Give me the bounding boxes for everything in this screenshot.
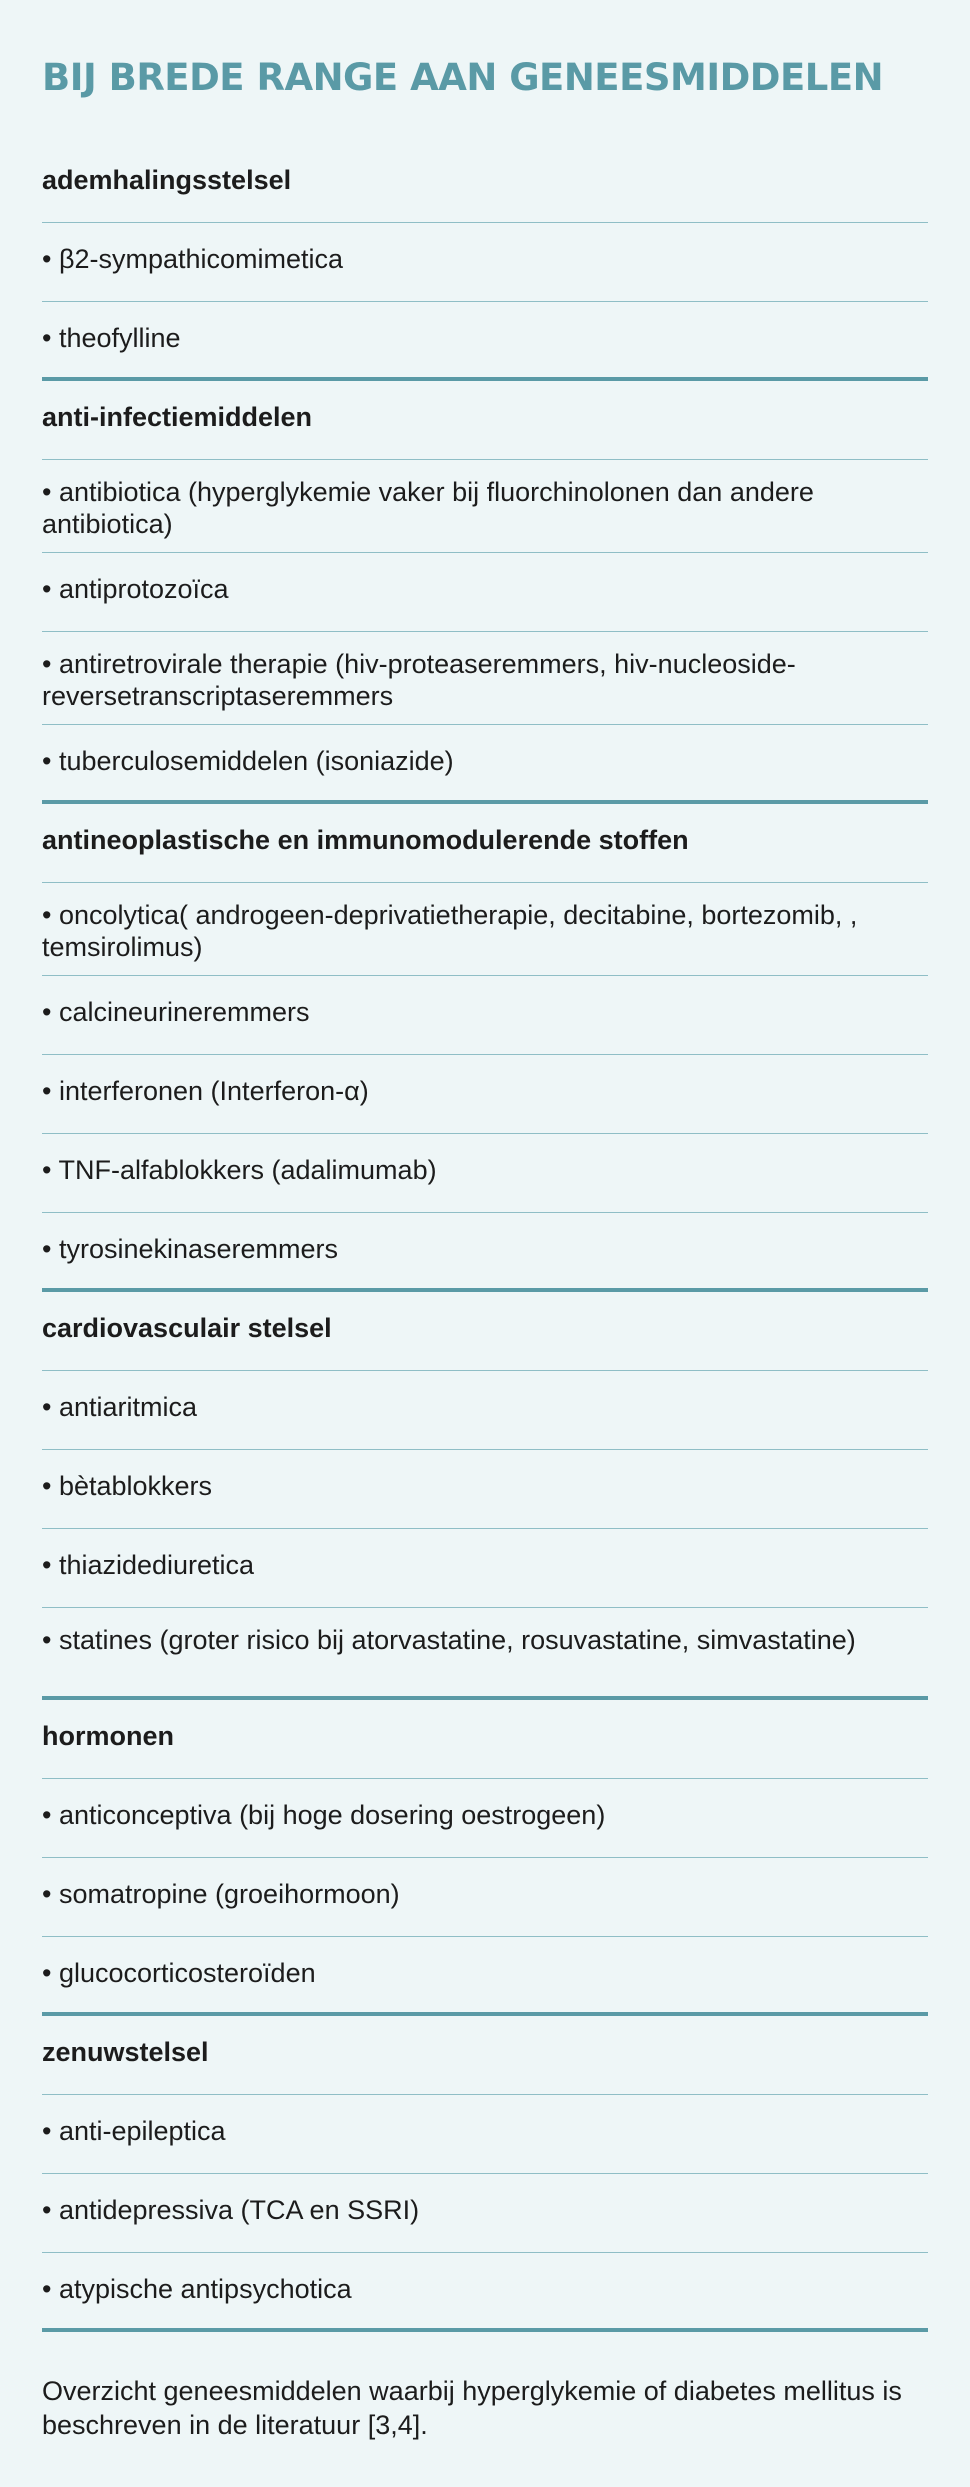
list-item: • antibiotica (hyperglykemie vaker bij fluorchinolonen dan andere antibiotica) [42,460,928,553]
section-heading: hormonen [42,1700,928,1779]
section-heading: ademhalingsstelsel [42,144,928,223]
list-item: • antiretrovirale therapie (hiv-proteaseremmers, hiv-nucleoside-reversetranscriptaseremmers [42,632,928,725]
list-item: • statines (groter risico bij atorvastatine, rosuvastatine, simvastatine) [42,1608,928,1700]
list-item: • tuberculosemiddelen (isoniazide) [42,725,928,804]
list-item: • oncolytica( androgeen-deprivatietherapie, decitabine, bortezomib, , temsirolimus) [42,883,928,976]
list-item: • somatropine (groeihormoon) [42,1858,928,1937]
footnote-caption: Overzicht geneesmiddelen waarbij hyperglykemie of diabetes mellitus is beschreven in de literatuur [3,4]. [42,2376,902,2440]
list-item: • TNF-alfablokkers (adalimumab) [42,1134,928,1213]
section-antineoplastische [42,804,928,1292]
list-item: • β2-sympathicomimetica [42,223,928,302]
page-title: BIJ BREDE RANGE AAN GENEESMIDDELEN [42,56,884,99]
section-ademhalingsstelsel [42,144,928,381]
list-item: • calcineurineremmers [42,976,928,1055]
section-zenuwstelsel [42,2016,928,2332]
list-item: • anti-epileptica [42,2095,928,2174]
list-item: • anticonceptiva (bij hoge dosering oestrogeen) [42,1779,928,1858]
section-heading: anti-infectiemiddelen [42,381,928,460]
section-heading: cardiovasculair stelsel [42,1292,928,1371]
list-item: • bètablokkers [42,1450,928,1529]
list-item: • antidepressiva (TCA en SSRI) [42,2174,928,2253]
section-hormonen [42,1700,928,2016]
list-item: • glucocorticosteroïden [42,1937,928,2016]
section-heading: antineoplastische en immunomodulerende stoffen [42,804,928,883]
list-item: • theofylline [42,302,928,381]
list-item: • thiazidediuretica [42,1529,928,1608]
section-heading: zenuwstelsel [42,2016,928,2095]
section-anti-infectiemiddelen [42,381,928,804]
list-item: • antiprotozoïca [42,553,928,632]
list-item: • interferonen (Interferon-α) [42,1055,928,1134]
list-item: • atypische antipsychotica [42,2253,928,2332]
list-item: • tyrosinekinaseremmers [42,1213,928,1292]
section-cardiovasculair [42,1292,928,1700]
list-item: • antiaritmica [42,1371,928,1450]
